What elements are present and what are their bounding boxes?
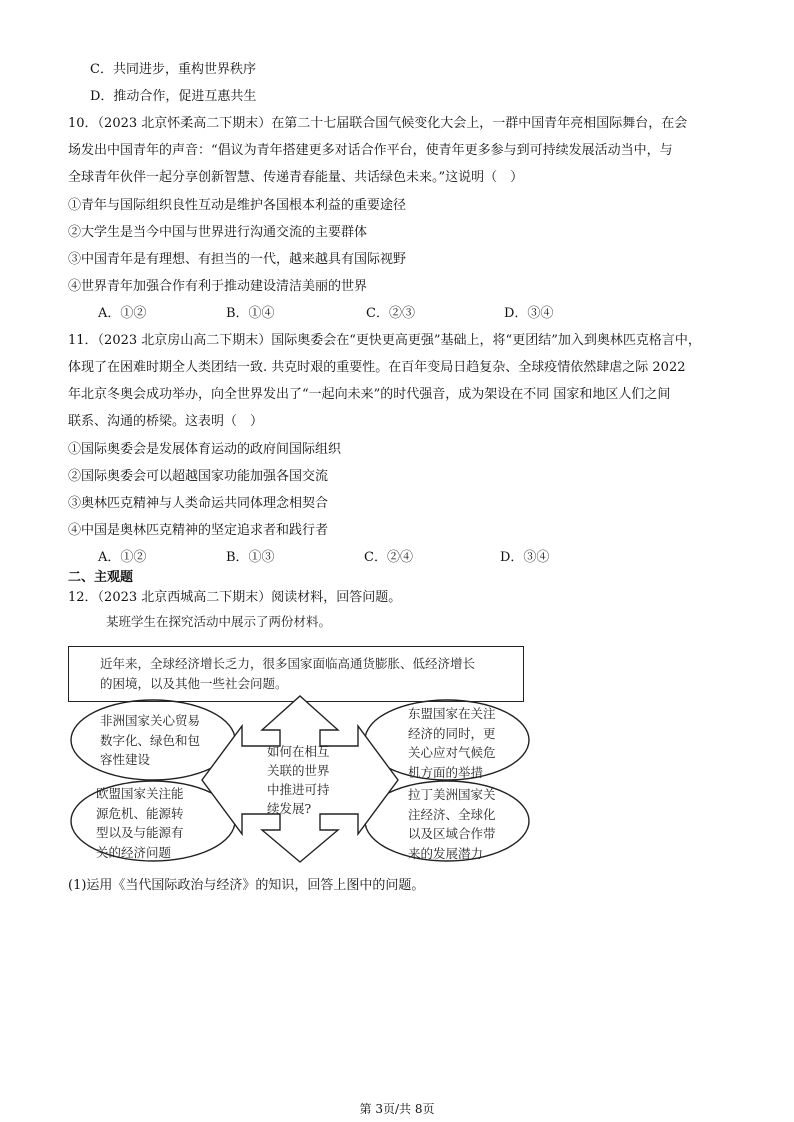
q10-item-2: ②大学生是当今中国与世界进行沟通交流的主要群体 bbox=[68, 225, 368, 240]
q10-stem-line1: 10．（2023 北京怀柔高二下期末）在第二十七届联合国气候变化大会上，一群中国青年亮相国际舞台，在会 bbox=[68, 116, 688, 131]
q12-stem: 12．（2023 北京西城高二下期末）阅读材料，回答问题。 bbox=[68, 590, 402, 605]
center-line: 中推进可持 bbox=[267, 782, 330, 797]
section-title: 二、主观题 bbox=[68, 570, 134, 585]
oval-africa-line: 容性建设 bbox=[100, 752, 151, 767]
q9-option-c: C．共同进步，重构世界秩序 bbox=[90, 62, 256, 77]
material-line1: 近年来，全球经济增长乏力，很多国家面临高通货膨胀、低经济增长 bbox=[100, 656, 476, 671]
oval-africa-line: 非洲国家关心贸易 bbox=[100, 713, 201, 728]
oval-africa-line: 数字化、绿色和包 bbox=[100, 732, 201, 748]
q11-item-3: ③奥林匹克精神与人类命运共同体理念相契合 bbox=[68, 496, 329, 511]
q10-item-1: ①青年与国际组织良性互动是维护各国根本利益的重要途径 bbox=[68, 198, 407, 213]
q11-stem-line4: 联系、沟通的桥梁。这表明（ ） bbox=[68, 414, 264, 429]
oval-asean-line: 关心应对气候危 bbox=[408, 745, 496, 760]
oval-eu-line: 源危机、能源转 bbox=[96, 805, 184, 821]
q11-option-b[interactable]: B．①③ bbox=[226, 550, 275, 565]
oval-africa-text bbox=[100, 711, 200, 770]
oval-eu-line: 欧盟国家关注能 bbox=[96, 786, 184, 801]
oval-latam-line: 以及区域合作带 bbox=[408, 826, 496, 841]
oval-asean-text bbox=[408, 704, 496, 782]
q10-option-d[interactable]: D．③④ bbox=[504, 306, 554, 321]
q11-option-d[interactable]: D．③④ bbox=[500, 550, 550, 565]
q11-stem-line1: 11．（2023 北京房山高二下期末）国际奥委会在“更快更高更强”基础上，将“更团结”加入到奥林匹克格言中， bbox=[68, 333, 701, 348]
material-line2: 的困境，以及其他一些社会问题。 bbox=[100, 676, 288, 691]
page-footer: 第 3页/共 8页 bbox=[359, 1102, 435, 1116]
oval-asean-line: 东盟国家在关注 bbox=[408, 706, 496, 721]
oval-eu-line: 型以及与能源有 bbox=[96, 825, 184, 840]
q10-stem-line2: 场发出中国青年的声音：“倡议为青年搭建更多对话合作平台，使青年更多参与到可持续发展活动当中，与 bbox=[68, 143, 673, 158]
q10-stem-line3: 全球青年伙伴一起分享创新智慧、传递青春能量、共话绿色未来。”这说明（ ） bbox=[68, 170, 524, 185]
q12-sub1: (1)运用《当代国际政治与经济》的知识，回答上图中的问题。 bbox=[68, 878, 425, 893]
figure-caption: 某班学生在探究活动中展示了两份材料。 bbox=[106, 614, 332, 629]
q11-option-a[interactable]: A．①② bbox=[98, 550, 147, 565]
q10-option-a[interactable]: A．①② bbox=[98, 306, 147, 321]
center-question bbox=[267, 742, 330, 818]
q10-options bbox=[98, 305, 553, 323]
q11-item-1: ①国际奥委会是发展体育运动的政府间国际组织 bbox=[68, 442, 342, 457]
q11-item-2: ②国际奥委会可以超越国家功能加强各国交流 bbox=[68, 469, 329, 484]
oval-eu-line: 关的经济问题 bbox=[96, 844, 172, 860]
q10-item-4: ④世界青年加强合作有利于推动建设清洁美丽的世界 bbox=[68, 279, 368, 294]
oval-asean-line: 机方面的举措 bbox=[408, 764, 484, 780]
q12-figure bbox=[68, 612, 530, 874]
oval-latam-line: 注经济、全球化 bbox=[408, 806, 496, 822]
q11-item-4: ④中国是奥林匹克精神的坚定追求者和践行者 bbox=[68, 523, 329, 538]
q9-option-d: D．推动合作，促进互惠共生 bbox=[90, 89, 257, 104]
q10-item-3: ③中国青年是有理想、有担当的一代，越来越具有国际视野 bbox=[68, 252, 407, 267]
center-line: 续发展? bbox=[267, 801, 312, 816]
q11-stem-line3: 年北京冬奥会成功举办，向全世界发出了“一起向未来”的时代强音，成为架设在不同 国家和地区人们之间 bbox=[68, 387, 671, 402]
oval-asean-line: 经济的同时，更 bbox=[408, 725, 496, 741]
q10-option-b[interactable]: B．①④ bbox=[226, 306, 275, 321]
center-line: 如何在相互 bbox=[267, 744, 330, 759]
center-line: 关联的世界 bbox=[267, 763, 330, 778]
oval-latam-line: 来的发展潜力 bbox=[408, 845, 484, 861]
q11-options bbox=[98, 549, 549, 567]
q10-option-c[interactable]: C．②③ bbox=[366, 306, 415, 321]
oval-eu-text bbox=[96, 784, 184, 862]
q11-stem-line2: 体现了在困难时期全人类团结一致. 共克时艰的重要性。在百年变局日趋复杂、全球疫情依然肆虐之际 2022 bbox=[68, 360, 686, 375]
q11-option-c[interactable]: C．②④ bbox=[364, 550, 413, 565]
oval-latam-text bbox=[408, 785, 496, 863]
oval-latam-line: 拉丁美洲国家关 bbox=[408, 787, 496, 802]
